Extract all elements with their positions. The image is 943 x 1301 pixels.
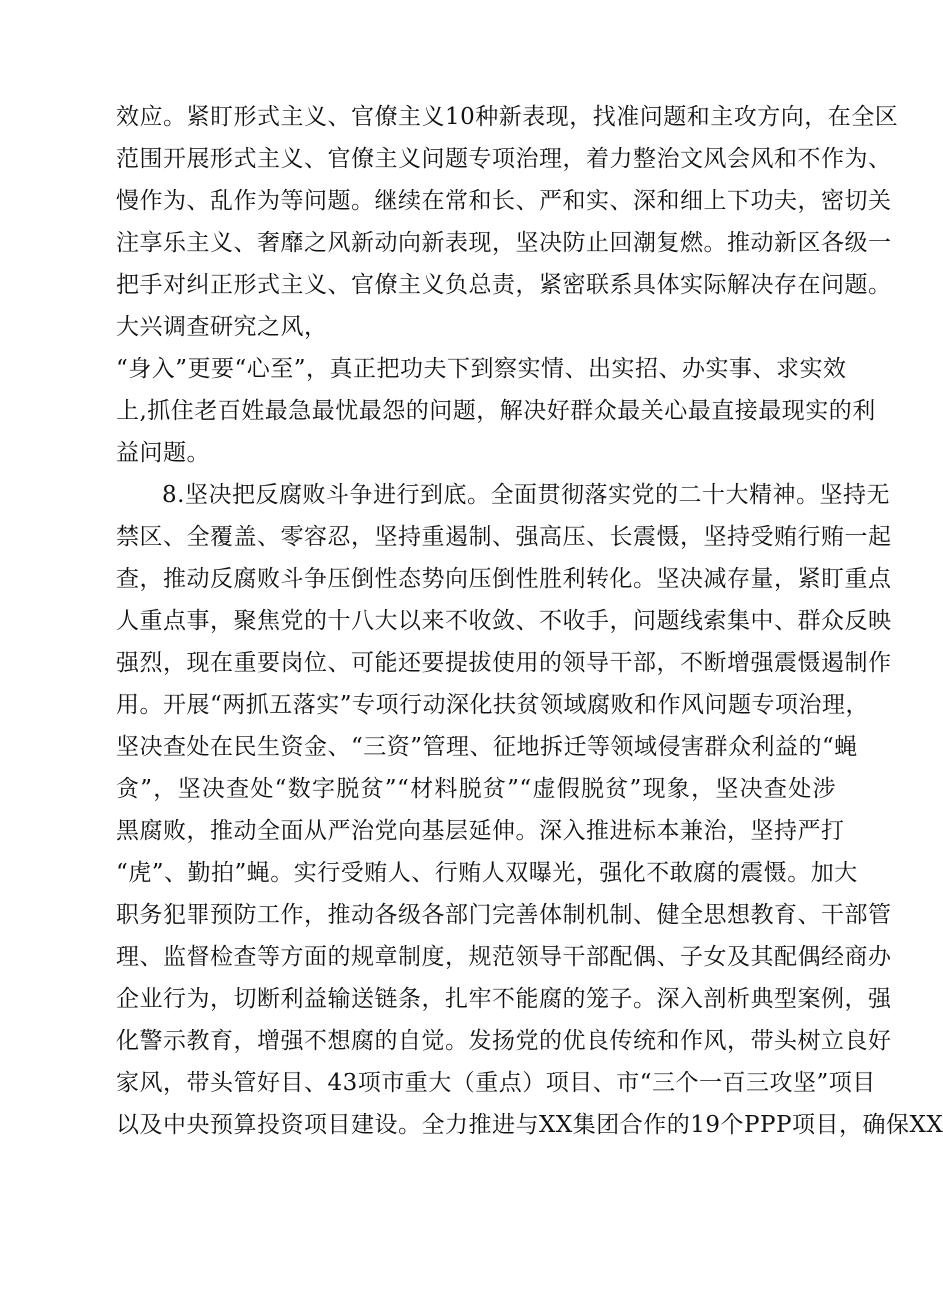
text-line: 强烈，现在重要岗位、可能还要提拔使用的领导干部，不断增强震慑遏制作 [116,650,892,676]
text-line: 上,抓住老百姓最急最忧最怨的问题，解决好群众最关心最直接最现实的利 [116,398,876,424]
text-line: 企业行为，切断利益输送链条，扎牢不能腐的笼子。深入剖析典型案例，强 [116,986,892,1012]
text-line: 以及中央预算投资项目建设。全力推进与XX集团合作的19个PPP项目，确保XX [116,1112,943,1138]
text-line: 人重点事，聚焦党的十八大以来不收敛、不收手，问题线索集中、群众反映 [116,608,892,634]
text-line: 贪”，坚决查处“数字脱贫”“材料脱贫”“虚假脱贫”现象，坚决查处涉 [116,776,836,802]
body-text [116,96,943,1146]
text-line: 职务犯罪预防工作，推动各级各部门完善体制机制、健全思想教育、干部管 [116,902,892,928]
text-line: 大兴调查研究之风， [116,314,328,340]
text-line: 慢作为、乱作为等问题。继续在常和长、严和实、深和细上下功夫，密切关 [116,188,892,214]
text-line: 效应。紧盯形式主义、官僚主义10种新表现，找准问题和主攻方向，在全区 [116,104,899,130]
text-line: 查，推动反腐败斗争压倒性态势向压倒性胜利转化。坚决减存量，紧盯重点 [116,566,892,592]
text-line: 化警示教育，增强不想腐的自觉。发扬党的优良传统和作风，带头树立良好 [116,1028,892,1054]
text-line: “身入”更要“心至”，真正把功夫下到察实情、出实招、办实事、求实效 [116,356,847,382]
text-line: 益问题。 [116,440,210,466]
text-line: 注享乐主义、奢靡之风新动向新表现，坚决防止回潮复燃。推动新区各级一 [116,230,892,256]
text-line: 家风，带头管好目、43项市重大（重点）项目、市“三个一百三攻坚”项目 [116,1070,876,1096]
text-line: 禁区、全覆盖、零容忍，坚持重遏制、强高压、长震慑，坚持受贿行贿一起 [116,524,892,550]
text-line: 黑腐败，推动全面从严治党向基层延伸。深入推进标本兼治，坚持严打 [116,818,845,844]
text-line: 用。开展“两抓五落实”专项行动深化扶贫领域腐败和作风问题专项治理， [116,692,870,718]
text-line: 范围开展形式主义、官僚主义问题专项治理，着力整治文风会风和不作为、 [116,146,892,172]
text-line: 理、监督检查等方面的规章制度，规范领导干部配偶、子女及其配偶经商办 [116,944,892,970]
text-line: 把手对纠正形式主义、官僚主义负总责，紧密联系具体实际解决存在问题。 [116,272,892,298]
text-line: 8.坚决把反腐败斗争进行到底。全面贯彻落实党的二十大精神。坚持无 [162,482,890,508]
text-line: 坚决查处在民生资金、“三资”管理、征地拆迁等领域侵害群众利益的“蝇 [116,734,858,760]
text-line: “虎”、勤拍”蝇。实行受贿人、行贿人双曝光，强化不敢腐的震慑。加大 [116,860,858,886]
